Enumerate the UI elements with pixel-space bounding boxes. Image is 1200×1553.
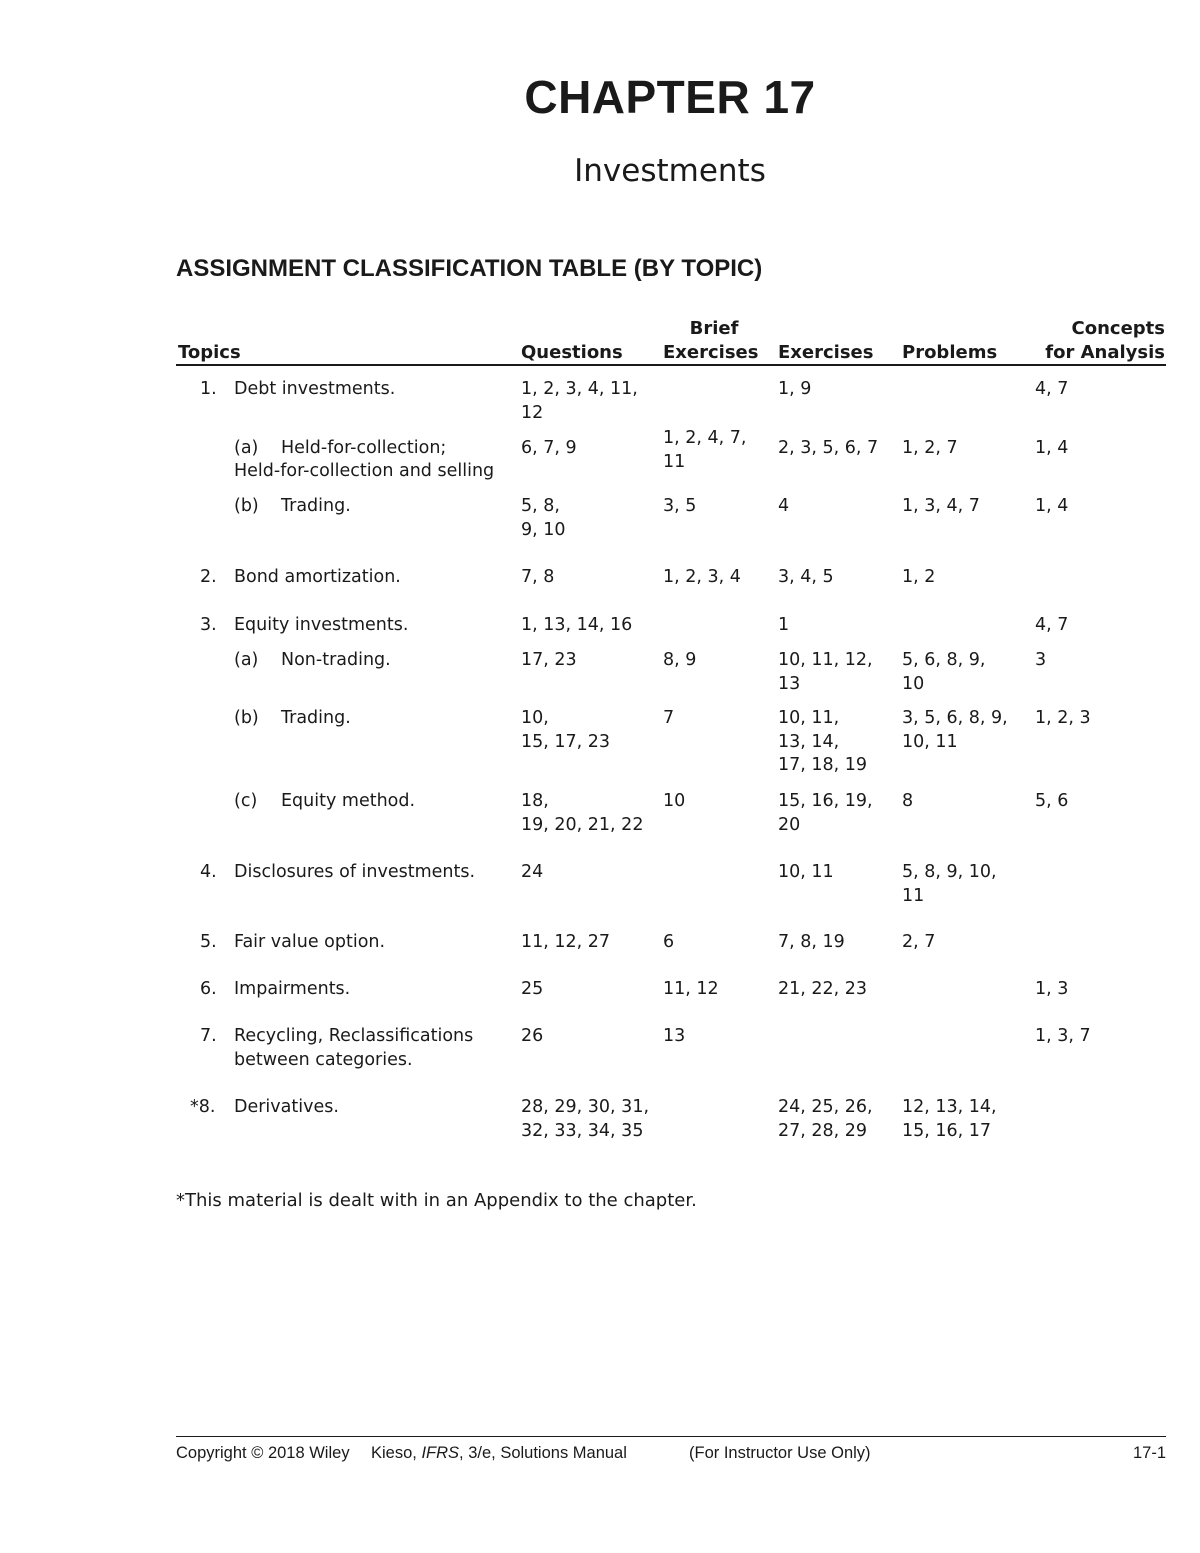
header-questions: Questions bbox=[521, 342, 623, 363]
row-exercises: 10, 11 bbox=[778, 862, 834, 882]
row-brief-exercises: 7 bbox=[663, 708, 675, 728]
row-concepts: 1, 4 bbox=[1035, 496, 1069, 516]
row-number: 1. bbox=[200, 379, 217, 399]
row-brief-exercises: 13 bbox=[663, 1026, 686, 1046]
row-problems: 12, 13, 14, 15, 16, 17 bbox=[902, 1097, 997, 1141]
row-exercises: 24, 25, 26, 27, 28, 29 bbox=[778, 1097, 873, 1141]
row-number: 6. bbox=[200, 979, 217, 999]
row-problems: 5, 6, 8, 9, 10 bbox=[902, 650, 986, 694]
row-exercises: 15, 16, 19, 20 bbox=[778, 791, 873, 835]
row-topic: Recycling, Reclassifications between categories. bbox=[234, 1026, 474, 1070]
row-topic: Debt investments. bbox=[234, 379, 396, 399]
row-brief-exercises: 3, 5 bbox=[663, 496, 697, 516]
row-brief-exercises: 11, 12 bbox=[663, 979, 719, 999]
row-sub-letter: (a) bbox=[234, 650, 259, 670]
header-concepts-line2: for Analysis bbox=[1045, 342, 1165, 363]
row-sub-letter: (a) bbox=[234, 438, 259, 458]
row-questions: 6, 7, 9 bbox=[521, 438, 577, 458]
header-concepts-line1: Concepts bbox=[1071, 318, 1165, 339]
row-exercises: 10, 11, 12, 13 bbox=[778, 650, 873, 694]
row-exercises: 1 bbox=[778, 615, 790, 635]
row-questions: 7, 8 bbox=[521, 567, 555, 587]
row-topic-line2: Held-for-collection and selling bbox=[234, 461, 495, 481]
row-sub-letter: (b) bbox=[234, 708, 259, 728]
row-questions: 10, 15, 17, 23 bbox=[521, 708, 611, 752]
row-number: 3. bbox=[200, 615, 217, 635]
row-concepts: 4, 7 bbox=[1035, 379, 1069, 399]
row-topic: Fair value option. bbox=[234, 932, 386, 952]
footer-book-title: IFRS bbox=[421, 1444, 460, 1462]
row-brief-exercises: 6 bbox=[663, 932, 675, 952]
row-exercises: 1, 9 bbox=[778, 379, 812, 399]
header-exercises: Exercises bbox=[778, 342, 874, 363]
row-questions: 26 bbox=[521, 1026, 544, 1046]
row-topic: Derivatives. bbox=[234, 1097, 339, 1117]
row-problems: 5, 8, 9, 10, 11 bbox=[902, 862, 997, 906]
row-exercises: 7, 8, 19 bbox=[778, 932, 845, 952]
row-problems: 3, 5, 6, 8, 9, 10, 11 bbox=[902, 708, 1008, 752]
footer-copyright: Copyright © 2018 Wiley bbox=[176, 1444, 350, 1462]
row-number: 2. bbox=[200, 567, 217, 587]
chapter-subtitle: Investments bbox=[574, 153, 766, 189]
row-questions: 28, 29, 30, 31, 32, 33, 34, 35 bbox=[521, 1097, 650, 1141]
header-brief-line1: Brief bbox=[689, 318, 739, 339]
header-brief-line2: Exercises bbox=[663, 342, 759, 363]
footer-edition: , 3/e, Solutions Manual bbox=[459, 1444, 627, 1462]
row-problems: 1, 2 bbox=[902, 567, 936, 587]
footer-note: (For Instructor Use Only) bbox=[689, 1444, 871, 1462]
row-sub-letter: (b) bbox=[234, 496, 259, 516]
row-questions: 5, 8, 9, 10 bbox=[521, 496, 566, 540]
row-exercises: 2, 3, 5, 6, 7 bbox=[778, 438, 879, 458]
row-concepts: 1, 3 bbox=[1035, 979, 1069, 999]
footer-author: Kieso, bbox=[371, 1444, 422, 1462]
row-exercises: 10, 11, 13, 14, 17, 18, 19 bbox=[778, 708, 868, 775]
page-number: 17-1 bbox=[1132, 1444, 1166, 1462]
row-brief-exercises: 1, 2, 4, 7, 11 bbox=[663, 428, 747, 472]
header-topics: Topics bbox=[178, 342, 241, 363]
row-topic: Trading. bbox=[281, 708, 351, 728]
row-topic: Held-for-collection; bbox=[281, 438, 447, 458]
row-questions: 17, 23 bbox=[521, 650, 577, 670]
row-questions: 18, 19, 20, 21, 22 bbox=[521, 791, 644, 835]
row-exercises: 21, 22, 23 bbox=[778, 979, 868, 999]
header-problems: Problems bbox=[902, 342, 998, 363]
footnote: *This material is dealt with in an Appendix to the chapter. bbox=[176, 1190, 697, 1211]
row-brief-exercises: 10 bbox=[663, 791, 686, 811]
row-exercises: 3, 4, 5 bbox=[778, 567, 834, 587]
row-problems: 1, 2, 7 bbox=[902, 438, 958, 458]
row-topic: Equity method. bbox=[281, 791, 416, 811]
row-concepts: 3 bbox=[1035, 650, 1047, 670]
row-concepts: 1, 4 bbox=[1035, 438, 1069, 458]
row-problems: 2, 7 bbox=[902, 932, 936, 952]
row-questions: 25 bbox=[521, 979, 544, 999]
row-brief-exercises: 1, 2, 3, 4 bbox=[663, 567, 741, 587]
footer-rule bbox=[176, 1436, 1166, 1437]
row-sub-letter: (c) bbox=[234, 791, 258, 811]
row-concepts: 4, 7 bbox=[1035, 615, 1069, 635]
row-topic: Impairments. bbox=[234, 979, 351, 999]
header-rule bbox=[176, 364, 1166, 366]
row-questions: 24 bbox=[521, 862, 544, 882]
footer-source bbox=[371, 1444, 627, 1463]
row-questions: 1, 2, 3, 4, 11, 12 bbox=[521, 379, 638, 423]
row-brief-exercises: 8, 9 bbox=[663, 650, 697, 670]
row-questions: 1, 13, 14, 16 bbox=[521, 615, 633, 635]
row-concepts: 1, 3, 7 bbox=[1035, 1026, 1091, 1046]
chapter-title: CHAPTER 17 bbox=[524, 71, 816, 123]
row-topic: Equity investments. bbox=[234, 615, 409, 635]
section-heading: ASSIGNMENT CLASSIFICATION TABLE (BY TOPIC) bbox=[176, 255, 763, 282]
row-number: 7. bbox=[200, 1026, 217, 1046]
row-problems: 8 bbox=[902, 791, 914, 811]
row-questions: 11, 12, 27 bbox=[521, 932, 611, 952]
row-number: *8. bbox=[190, 1097, 216, 1117]
row-topic: Trading. bbox=[281, 496, 351, 516]
row-number: 4. bbox=[200, 862, 217, 882]
row-topic: Disclosures of investments. bbox=[234, 862, 476, 882]
row-problems: 1, 3, 4, 7 bbox=[902, 496, 980, 516]
row-topic: Non-trading. bbox=[281, 650, 391, 670]
row-topic: Bond amortization. bbox=[234, 567, 401, 587]
row-number: 5. bbox=[200, 932, 217, 952]
row-concepts: 1, 2, 3 bbox=[1035, 708, 1091, 728]
row-concepts: 5, 6 bbox=[1035, 791, 1069, 811]
row-exercises: 4 bbox=[778, 496, 790, 516]
